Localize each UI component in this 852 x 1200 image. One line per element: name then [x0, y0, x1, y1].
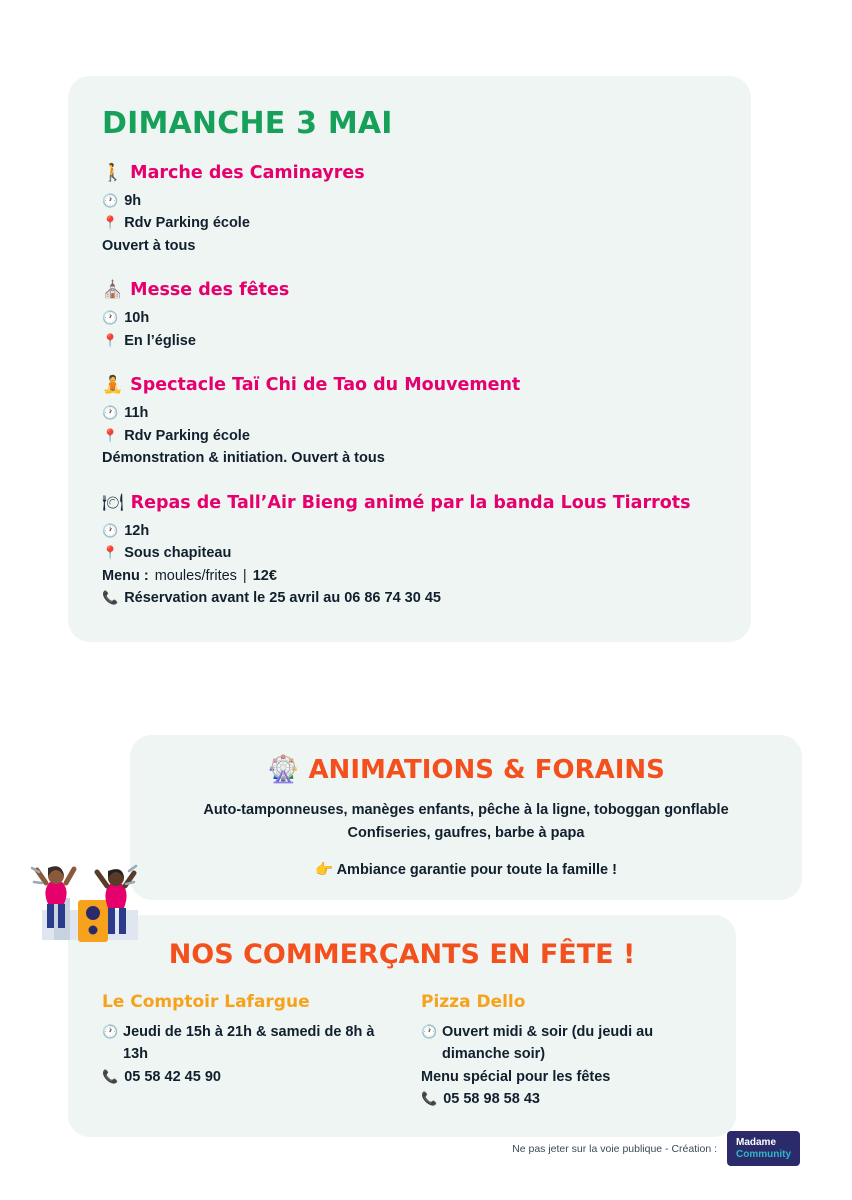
reservation-text: Réservation avant le 25 avril au 06 86 74 30 45: [124, 590, 441, 607]
event-item: [102, 375, 717, 469]
event-name: Repas de Tall’Air Bieng animé par la banda Lous Tiarrots: [130, 492, 691, 513]
phone-icon: 📞: [421, 1091, 438, 1107]
event-place: [102, 542, 717, 564]
merchant-hours-value: Jeudi de 15h à 21h & samedi de 8h à 13h: [123, 1024, 375, 1063]
merchants-columns: [102, 992, 702, 1111]
walker-icon: 🚶: [102, 163, 124, 182]
animations-note-text: Ambiance garantie pour toute la famille !: [336, 862, 617, 879]
event-item: [102, 280, 717, 352]
merchant-phone-value: 05 58 42 45 90: [124, 1068, 221, 1085]
clock-icon: 🕐: [421, 1024, 438, 1039]
event-time-value: 12h: [124, 522, 150, 539]
brand-line-2: Community: [736, 1148, 791, 1160]
event-name: Marche des Caminayres: [130, 163, 365, 183]
merchant-hours: [421, 1021, 702, 1066]
menu-price: 12€: [252, 567, 277, 584]
animations-title-row: [160, 755, 772, 785]
event-header: [102, 375, 717, 395]
madame-community-logo: [727, 1131, 800, 1166]
event-time: [102, 402, 717, 424]
animations-line-1: Auto-tamponneuses, manèges enfants, pêche à la ligne, toboggan gonflable: [203, 802, 729, 818]
animations-card: [130, 735, 802, 900]
event-time-value: 11h: [124, 405, 149, 422]
event-item: [102, 163, 717, 257]
phone-icon: 📞: [102, 1068, 119, 1084]
event-time: [102, 520, 717, 542]
event-reservation: [102, 587, 717, 609]
pin-icon: 📍: [102, 215, 119, 231]
cutlery-icon: 🍽: [102, 492, 124, 512]
event-place-value: Rdv Parking école: [124, 215, 250, 232]
merchant-name: Le Comptoir Lafargue: [102, 992, 310, 1012]
event-place-value: Rdv Parking école: [124, 427, 250, 444]
footer-text: Ne pas jeter sur la voie publique - Création :: [512, 1142, 717, 1155]
event-place-value: En l’église: [124, 332, 196, 349]
event-note-value: Démonstration & initiation. Ouvert à tous: [102, 450, 385, 467]
pin-icon: 📍: [102, 545, 119, 561]
event-time-value: 9h: [124, 193, 142, 209]
event-header: [102, 493, 717, 513]
clock-icon: 🕐: [102, 310, 119, 326]
clock-icon: 🕐: [102, 1024, 119, 1039]
event-note: [102, 235, 717, 257]
pin-icon: 📍: [102, 332, 119, 348]
ferris-wheel-icon: 🎡: [267, 755, 300, 785]
event-header: [102, 280, 717, 300]
event-place-value: Sous chapiteau: [124, 545, 232, 562]
animations-title: ANIMATIONS & FORAINS: [308, 755, 665, 785]
clock-icon: 🕐: [102, 193, 119, 208]
merchants-title: NOS COMMERÇANTS EN FÊTE !: [168, 939, 636, 970]
merchant-name: Pizza Dello: [421, 992, 526, 1012]
animations-note: [160, 861, 772, 878]
event-time: [102, 307, 717, 329]
merchant-extra: [421, 1066, 702, 1088]
event-time-value: 10h: [124, 310, 150, 327]
merchant-hours: [102, 1021, 383, 1066]
event-place: [102, 425, 717, 447]
event-name: Messe des fêtes: [130, 280, 290, 301]
menu-label: Menu :: [102, 567, 149, 584]
event-note-value: Ouvert à tous: [102, 237, 196, 254]
event-place: [102, 330, 717, 352]
merchant-phone: [102, 1066, 383, 1088]
merchant-extra-value: Menu spécial pour les fêtes: [421, 1068, 611, 1085]
event-name: Spectacle Taï Chi de Tao du Mouvement: [130, 375, 521, 396]
clock-icon: 🕐: [102, 405, 119, 421]
merchant-hours-value: Ouvert midi & soir (du jeudi au dimanche soir): [442, 1024, 654, 1063]
meditation-icon: 🧘: [102, 375, 124, 395]
pin-icon: 📍: [102, 427, 119, 443]
merchants-card: [68, 915, 736, 1137]
event-time: [102, 190, 717, 212]
event-item: [102, 493, 717, 610]
brand-line-1: Madame: [736, 1137, 777, 1148]
merchant-item: [102, 992, 383, 1111]
footer: [512, 1131, 800, 1166]
merchant-phone-value: 05 58 98 58 43: [443, 1091, 540, 1108]
clock-icon: 🕐: [102, 522, 119, 538]
merchant-phone: [421, 1088, 702, 1110]
animations-line-2: Confiseries, gaufres, barbe à papa: [347, 825, 585, 842]
event-menu: [102, 565, 717, 587]
merchant-item: [421, 992, 702, 1111]
day-card: [68, 76, 751, 642]
church-icon: ⛪: [102, 280, 124, 300]
party-people-illustration: [24, 838, 144, 953]
event-header: [102, 163, 717, 183]
day-title: DIMANCHE 3 MAI: [102, 106, 393, 141]
menu-value: moules/frites: [154, 567, 237, 584]
menu-separator: |: [242, 567, 247, 584]
event-place: [102, 212, 717, 234]
pointing-hand-icon: 👉: [315, 862, 334, 879]
event-note: [102, 447, 717, 469]
phone-icon: 📞: [102, 590, 119, 606]
